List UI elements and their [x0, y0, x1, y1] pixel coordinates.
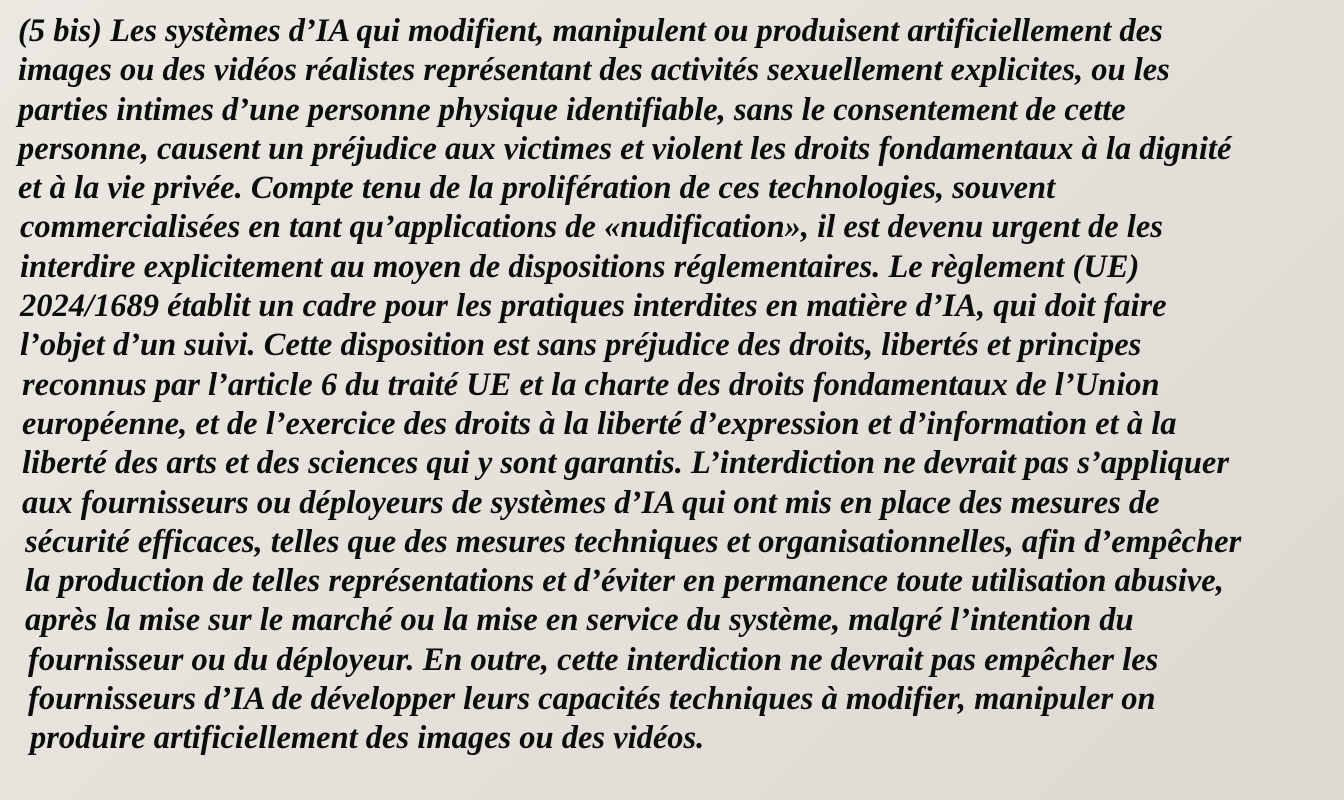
- paragraph-line: après la mise sur le marché ou la mise en service du système, malgré l’intention du: [25, 602, 1134, 639]
- paragraph-line: commercialisées en tant qu’applications de «nudification», il est devenu urgent de les: [20, 209, 1163, 246]
- paragraph-line: produire artificiellement des images ou des vidéos.: [30, 720, 705, 757]
- paragraph-line: l’objet d’un suivi. Cette disposition est sans préjudice des droits, libertés et principes: [20, 327, 1142, 364]
- paragraph-line: images ou des vidéos réalistes représentant des activités sexuellement explicites, ou les: [18, 52, 1170, 89]
- document-paragraph: [18, 12, 1338, 759]
- paragraph-line: européenne, et de l’exercice des droits à la liberté d’expression et d’information et à la: [22, 405, 1177, 442]
- paragraph-line: (5 bis) Les systèmes d’IA qui modifient, manipulent ou produisent artificiellement des: [18, 13, 1163, 49]
- paragraph-line: fournisseurs d’IA de développer leurs capacités techniques à modifier, manipuler on: [28, 681, 1156, 718]
- paragraph-line: liberté des arts et des sciences qui y sont garantis. L’interdiction ne devrait pas s’appliquer: [22, 445, 1230, 482]
- paragraph-line: et à la vie privée. Compte tenu de la prolifération de ces technologies, souvent: [18, 170, 1056, 207]
- paragraph-line: personne, causent un préjudice aux victimes et violent les droits fondamentaux à la dignité: [18, 130, 1232, 167]
- paragraph-line: reconnus par l’article 6 du traité UE et la charte des droits fondamentaux de l’Union: [22, 366, 1160, 403]
- paragraph-line: la production de telles représentations et d’éviter en permanence toute utilisation abusive,: [25, 563, 1224, 600]
- paragraph-line: 2024/1689 établit un cadre pour les pratiques interdites en matière d’IA, qui doit faire: [20, 288, 1167, 325]
- paragraph-line: sécurité efficaces, telles que des mesures techniques et organisationnelles, afin d’empêcher: [25, 523, 1242, 560]
- paragraph-line: aux fournisseurs ou déployeurs de systèmes d’IA qui ont mis en place des mesures de: [22, 484, 1160, 521]
- paragraph-line: fournisseur ou du déployeur. En outre, cette interdiction ne devrait pas empêcher les: [28, 641, 1159, 678]
- paragraph-line: parties intimes d’une personne physique identifiable, sans le consentement de cette: [18, 91, 1126, 128]
- paragraph-line: interdire explicitement au moyen de dispositions réglementaires. Le règlement (UE): [20, 248, 1140, 285]
